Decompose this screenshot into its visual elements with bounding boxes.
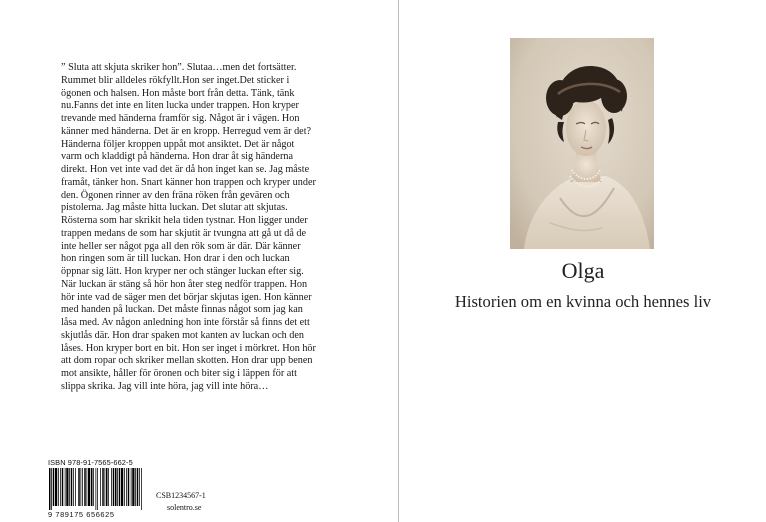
catalog-code: CSB1234567-1 (156, 491, 206, 500)
barcode-bar (135, 468, 136, 506)
barcode-bar (58, 468, 59, 506)
barcode-bar (139, 468, 140, 506)
barcode-bar (106, 468, 108, 506)
barcode-bar (60, 468, 61, 506)
barcode-bar (117, 468, 118, 506)
book-title: Olga (561, 258, 605, 283)
barcode-bar (75, 468, 76, 506)
back-cover-text: ” Sluta att skjuta skriker hon”. Slutaa…men det fortsätter. Rummet blir alldeles rökfyllt.Hon ser inget.Det sticker i ögonen och halsen. Hon måste bort från detta. Tänk, tänk nu.Fanns det inte en liten lucka under trappen. Hon kryper trevande med händerna framför sig. Något är i vägen. Hon känner med händerna. Det är en kropp. Herregud vem är det? Händerna följer kroppen uppåt mot ansiktet. Det är något varm och kladdigt på händerna. Hon drar åt sig händerna direkt. Hon vet inte vad det är då hon inget kan se. Jag måste framåt, tänker hon. Snart känner hon trappen och kryper under den. Ögonen rinner av den fräna röken från gevären och pistolerna. Jag måste hitta luckan. Det slutar att skjutas. Rösterna som har skrikit hela tiden tystnar. Hon ligger under trappen medans de som har skjutit är tvungna att gå ut då de inte heller ser något pga all den rök som är där. Där känner hon ringen som är till luckan. Hon drar i den och luckan öppnar sig lätt. Hon kryper ner och stänger luckan efter sig. När luckan är stäng så hör hon åter steg nedför trappen. Hon hör inte vad de säger men det börjar skjutas igen. Hon känner med handen på luckan. Det måste finnas något som jag kan låsa med. Av någon anledning hon inte förstår så finns det ett skjutlås där. Hon drar spaken mot kanten av luckan och den låses. Hon kryper bort en bit. Hon ser inget i mörkret. Hon hör att dom ropar och skriker mellan skotten. Hon drar upp benen mot ansikte, håller för öronen och biter sig i läppen för att slippa skrika. Jag vill inte höra, jag vill inte höra… (61, 62, 316, 392)
barcode-bar (49, 468, 51, 510)
barcode-bar (87, 468, 88, 506)
barcode-bar (97, 468, 98, 510)
barcode-bar (82, 468, 83, 506)
barcode-bar (78, 468, 80, 506)
barcode-bar (128, 468, 130, 506)
barcode-bar (137, 468, 139, 506)
barcode-bar (93, 468, 94, 506)
book-subtitle: Historien om en kvinna och hennes liv (454, 292, 712, 311)
barcode-bar (73, 468, 74, 506)
spine-edge-right (398, 0, 399, 522)
barcode-bar (91, 468, 93, 506)
barcode-number: 9 789175 656625 (48, 510, 115, 519)
barcode-bar (115, 468, 117, 506)
cover-portrait-image (510, 38, 654, 249)
barcode-bar (88, 468, 90, 506)
barcode-bar (53, 468, 55, 506)
barcode-bar (69, 468, 70, 506)
barcode-bar (113, 468, 115, 506)
barcode-bar (51, 468, 52, 510)
publisher-name: solentro.se (167, 503, 202, 512)
barcode-bar (141, 468, 142, 510)
barcode-bar (65, 468, 66, 506)
barcode-bar (100, 468, 101, 506)
barcode-bar (102, 468, 104, 506)
barcode-bar (131, 468, 132, 506)
barcode-bar (71, 468, 73, 506)
barcode-bar (62, 468, 64, 506)
barcode-bar (132, 468, 134, 506)
barcode-icon (48, 468, 146, 510)
barcode-bar (84, 468, 86, 506)
barcode-bar (111, 468, 112, 506)
barcode-bar (81, 468, 82, 506)
spine (368, 0, 398, 522)
barcode-bar (108, 468, 109, 506)
barcode-bar (126, 468, 127, 506)
barcode-bar (124, 468, 125, 506)
back-cover (0, 0, 362, 522)
barcode-bar (119, 468, 121, 506)
barcode-bar (105, 468, 106, 506)
barcode-bar (55, 468, 57, 506)
isbn-label: ISBN 978-91-7565-662-5 (48, 458, 133, 467)
barcode-bar (96, 468, 97, 510)
barcode-bar (121, 468, 123, 506)
sepia-portrait-woman-image (510, 38, 654, 249)
barcode-bar (66, 468, 68, 506)
